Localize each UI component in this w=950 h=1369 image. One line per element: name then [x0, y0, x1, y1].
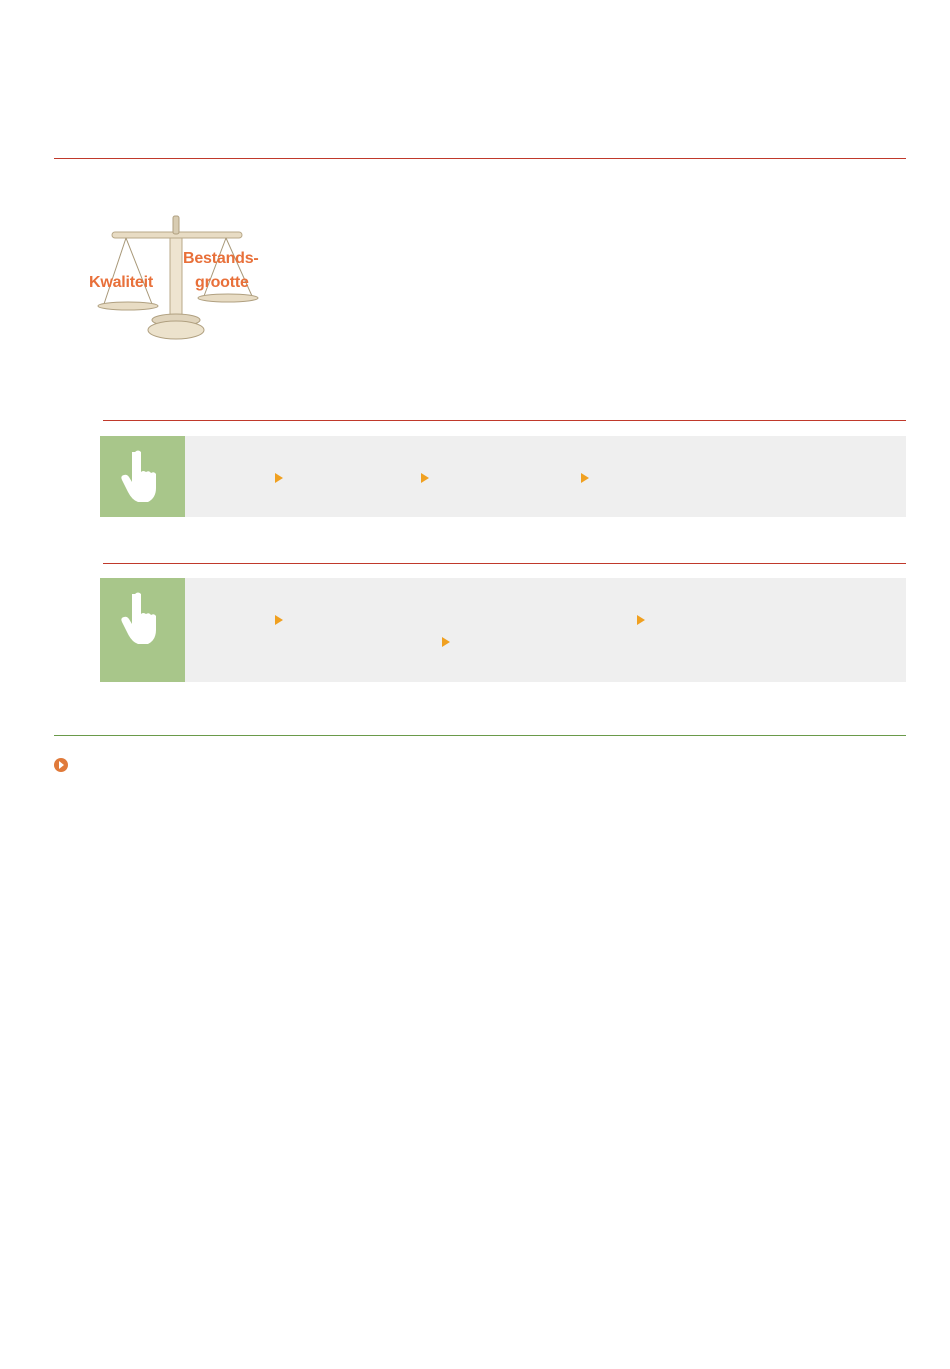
path-arrow-icon [275, 473, 283, 483]
path-arrow-icon [581, 473, 589, 483]
path-arrow-icon [442, 637, 450, 647]
scale-label-size-line2: grootte [195, 274, 249, 291]
related-links-divider [54, 735, 906, 736]
path-arrow-icon [275, 615, 283, 625]
operation-divider-1 [103, 420, 906, 421]
operation-icon-panel [100, 578, 185, 682]
operation-panel-1 [100, 436, 906, 517]
pointing-hand-icon [118, 590, 166, 650]
path-arrow-icon [637, 615, 645, 625]
scale-label-size-line1: Bestands- [183, 250, 259, 267]
operation-icon-panel [100, 436, 185, 517]
operation-panel-2 [100, 578, 906, 682]
path-arrow-icon [421, 473, 429, 483]
pointing-hand-icon [118, 448, 166, 508]
operation-divider-2 [103, 563, 906, 564]
scale-label-quality: Kwaliteit [89, 274, 153, 291]
circle-arrow-link-icon[interactable] [54, 758, 68, 772]
section-divider-top [54, 158, 906, 159]
balance-scale-illustration [86, 208, 276, 348]
